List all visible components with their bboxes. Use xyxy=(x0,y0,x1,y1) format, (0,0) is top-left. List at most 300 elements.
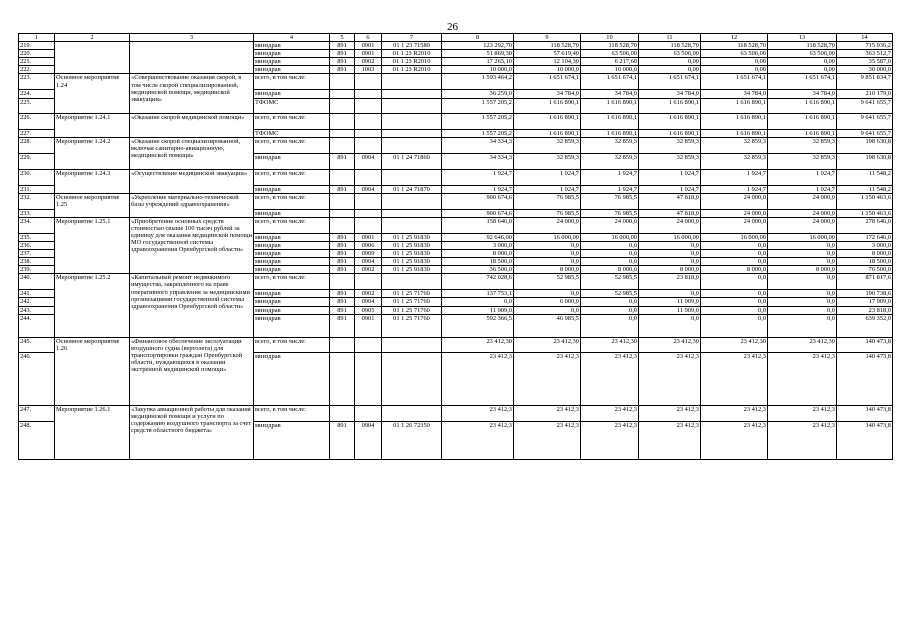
grbs-code: 891 xyxy=(330,421,355,459)
amount-cell: 0,0 xyxy=(768,298,837,306)
amount-cell: 23 412,30 xyxy=(701,337,768,352)
grbs-code: 891 xyxy=(330,298,355,306)
section-code xyxy=(355,209,382,217)
section-code: 0904 xyxy=(355,421,382,459)
amount-cell: 23 412,3 xyxy=(768,352,837,405)
amount-cell: 8 000,0 xyxy=(639,266,701,274)
grbs-code: 891 xyxy=(330,50,355,58)
responsible-executor: минздрав xyxy=(254,298,330,306)
amount-cell: 278 646,0 xyxy=(837,217,893,233)
target-article-code: 01 1 25 91830 xyxy=(382,250,442,258)
responsible-executor: всего, в том числе: xyxy=(254,113,330,129)
event-description: «Капитальный ремонт недвижимого имущества, закрепленного на праве оперативного управления за медицинскими организациями государственной системы здравоохранения Оренбургской области» xyxy=(130,274,254,337)
amount-cell: 158 646,0 xyxy=(442,217,514,233)
responsible-executor: всего, в том числе: xyxy=(254,137,330,153)
amount-cell: 23 412,30 xyxy=(768,337,837,352)
amount-cell: 12 104,30 xyxy=(514,58,581,66)
amount-cell: 23 412,3 xyxy=(768,405,837,421)
amount-cell: 3 000,0 xyxy=(442,241,514,249)
section-code xyxy=(355,169,382,185)
amount-cell: 0,0 xyxy=(442,298,514,306)
amount-cell: 32 859,3 xyxy=(581,153,639,169)
responsible-executor: минздрав xyxy=(254,306,330,314)
grbs-code xyxy=(330,90,355,98)
responsible-executor: минздрав xyxy=(254,352,330,405)
row-number: 225. xyxy=(19,98,55,113)
amount-cell: 1 616 890,1 xyxy=(514,113,581,129)
amount-cell: 23 412,3 xyxy=(639,352,701,405)
amount-cell: 1 150 463,6 xyxy=(837,193,893,209)
grbs-code xyxy=(330,274,355,290)
amount-cell: 1 924,7 xyxy=(442,169,514,185)
amount-cell: 0,0 xyxy=(768,314,837,337)
amount-cell: 140 473,8 xyxy=(837,352,893,405)
amount-cell: 1 924,7 xyxy=(768,185,837,193)
amount-cell: 32 859,3 xyxy=(701,137,768,153)
column-header: 9 xyxy=(514,34,581,42)
amount-cell: 10 000,0 xyxy=(514,66,581,74)
amount-cell: 140 473,8 xyxy=(837,405,893,421)
amount-cell: 23 412,3 xyxy=(442,352,514,405)
grbs-code xyxy=(330,169,355,185)
amount-cell: 1 651 674,1 xyxy=(639,74,701,90)
row-number: 242. xyxy=(19,298,55,306)
amount-cell: 34 334,3 xyxy=(442,153,514,169)
row-number: 232. xyxy=(19,193,55,209)
amount-cell: 16 000,00 xyxy=(639,233,701,241)
section-code xyxy=(355,137,382,153)
grbs-code: 891 xyxy=(330,233,355,241)
target-article-code: 01 1 25 91830 xyxy=(382,258,442,266)
target-article-code: 01 1 25 71760 xyxy=(382,306,442,314)
amount-cell: 32 859,3 xyxy=(514,137,581,153)
row-number: 220. xyxy=(19,50,55,58)
target-article-code xyxy=(382,405,442,421)
amount-cell: 11 909,0 xyxy=(442,306,514,314)
row-number: 222. xyxy=(19,66,55,74)
amount-cell: 0,00 xyxy=(701,66,768,74)
responsible-executor: минздрав xyxy=(254,421,330,459)
grbs-code: 891 xyxy=(330,42,355,50)
event-description: «Финансовое обеспечение эксплуатации воздушного судна (вертолета) для транспортировки граждан Оренбургской области, нуждающихся в оказании экстренной медицинской помощи» xyxy=(130,337,254,405)
row-number: 231. xyxy=(19,185,55,193)
grbs-code xyxy=(330,137,355,153)
target-article-code: 01 1 26 72350 xyxy=(382,421,442,459)
amount-cell: 23 412,30 xyxy=(442,337,514,352)
amount-cell: 32 859,3 xyxy=(581,137,639,153)
amount-cell: 1 616 890,1 xyxy=(581,98,639,113)
grbs-code: 891 xyxy=(330,241,355,249)
amount-cell: 0,0 xyxy=(639,241,701,249)
amount-cell: 0,0 xyxy=(581,241,639,249)
amount-cell: 1 924,7 xyxy=(442,185,514,193)
table-row xyxy=(19,137,893,153)
responsible-executor: всего, в том числе: xyxy=(254,169,330,185)
amount-cell: 32 859,3 xyxy=(639,153,701,169)
page-number: 26 xyxy=(447,21,458,33)
grbs-code xyxy=(330,129,355,137)
grbs-code: 891 xyxy=(330,314,355,337)
amount-cell: 23 412,3 xyxy=(581,352,639,405)
amount-cell: 16 000,00 xyxy=(768,233,837,241)
target-article-code xyxy=(382,98,442,113)
amount-cell: 8 000,0 xyxy=(514,266,581,274)
grbs-code xyxy=(330,209,355,217)
amount-cell: 0,0 xyxy=(581,306,639,314)
amount-cell: 1 651 674,1 xyxy=(701,74,768,90)
amount-cell: 9 641 655,7 xyxy=(837,113,893,129)
grbs-code xyxy=(330,98,355,113)
column-header: 13 xyxy=(768,34,837,42)
column-header: 11 xyxy=(639,34,701,42)
amount-cell: 0,0 xyxy=(514,290,581,298)
amount-cell: 0,0 xyxy=(639,250,701,258)
target-article-code: 01 1 24 71870 xyxy=(382,185,442,193)
amount-cell: 0,0 xyxy=(768,250,837,258)
responsible-executor: минздрав xyxy=(254,42,330,50)
amount-cell: 24 000,0 xyxy=(768,217,837,233)
amount-cell: 23 412,3 xyxy=(442,421,514,459)
amount-cell: 9 641 655,7 xyxy=(837,129,893,137)
section-code xyxy=(355,217,382,233)
target-article-code: 01 1 25 71760 xyxy=(382,290,442,298)
amount-cell: 0,0 xyxy=(581,250,639,258)
row-number: 248. xyxy=(19,421,55,459)
row-number: 238. xyxy=(19,258,55,266)
amount-cell: 24 000,0 xyxy=(701,193,768,209)
grbs-code xyxy=(330,193,355,209)
target-article-code xyxy=(382,169,442,185)
amount-cell: 1 616 890,1 xyxy=(639,113,701,129)
amount-cell: 592 366,5 xyxy=(442,314,514,337)
amount-cell: 742 028,6 xyxy=(442,274,514,290)
amount-cell: 0,0 xyxy=(514,250,581,258)
responsible-executor: всего, в том числе: xyxy=(254,193,330,209)
event-name: Основное мероприятие 1.24 xyxy=(55,74,130,113)
event-name: Мероприятие 1.24.3 xyxy=(55,169,130,193)
section-code: 0906 xyxy=(355,241,382,249)
amount-cell: 1 616 890,1 xyxy=(581,113,639,129)
amount-cell: 23 412,3 xyxy=(701,352,768,405)
amount-cell: 715 936,2 xyxy=(837,42,893,50)
section-code xyxy=(355,98,382,113)
amount-cell: 8 000,0 xyxy=(581,266,639,274)
amount-cell: 63 506,00 xyxy=(768,50,837,58)
target-article-code xyxy=(382,209,442,217)
amount-cell: 0,0 xyxy=(701,298,768,306)
amount-cell: 24 000,0 xyxy=(701,217,768,233)
grbs-code: 891 xyxy=(330,258,355,266)
row-number: 236. xyxy=(19,241,55,249)
grbs-code: 891 xyxy=(330,185,355,193)
amount-cell: 23 412,3 xyxy=(701,421,768,459)
amount-cell: 0,0 xyxy=(514,241,581,249)
amount-cell: 1 616 890,1 xyxy=(514,129,581,137)
section-code: 0901 xyxy=(355,42,382,50)
amount-cell: 23 412,3 xyxy=(442,405,514,421)
event-name xyxy=(55,42,130,74)
section-code: 0904 xyxy=(355,298,382,306)
amount-cell: 0,0 xyxy=(639,290,701,298)
amount-cell: 190 738,6 xyxy=(837,290,893,298)
amount-cell: 1 616 890,1 xyxy=(639,98,701,113)
event-name: Мероприятие 1.24.1 xyxy=(55,113,130,137)
amount-cell: 3 000,0 xyxy=(837,241,893,249)
target-article-code xyxy=(382,217,442,233)
event-name: Основное мероприятие 1.25 xyxy=(55,193,130,217)
amount-cell: 0,0 xyxy=(768,274,837,290)
amount-cell: 24 000,0 xyxy=(768,193,837,209)
amount-cell: 0,0 xyxy=(639,258,701,266)
amount-cell: 1 557 205,2 xyxy=(442,129,514,137)
amount-cell: 8 000,0 xyxy=(701,266,768,274)
grbs-code: 891 xyxy=(330,306,355,314)
row-number: 247. xyxy=(19,405,55,421)
amount-cell: 0,00 xyxy=(639,66,701,74)
amount-cell: 1 924,7 xyxy=(639,169,701,185)
amount-cell: 16 000,00 xyxy=(514,233,581,241)
amount-cell: 639 352,0 xyxy=(837,314,893,337)
column-header: 12 xyxy=(701,34,768,42)
responsible-executor: всего, в том числе: xyxy=(254,74,330,90)
row-number: 224. xyxy=(19,90,55,98)
amount-cell: 118 528,70 xyxy=(514,42,581,50)
target-article-code: 01 1 23 R2010 xyxy=(382,66,442,74)
amount-cell: 0,00 xyxy=(768,58,837,66)
amount-cell: 23 412,3 xyxy=(514,405,581,421)
column-header: 10 xyxy=(581,34,639,42)
row-number: 244. xyxy=(19,314,55,337)
grbs-code: 891 xyxy=(330,66,355,74)
row-number: 221. xyxy=(19,58,55,66)
amount-cell: 63 506,00 xyxy=(701,50,768,58)
amount-cell: 76 985,5 xyxy=(514,193,581,209)
amount-cell: 23 412,3 xyxy=(514,352,581,405)
amount-cell: 0,0 xyxy=(581,314,639,337)
amount-cell: 76 985,5 xyxy=(581,209,639,217)
event-description xyxy=(130,42,254,74)
section-code xyxy=(355,405,382,421)
target-article-code: 01 1 23 R2010 xyxy=(382,58,442,66)
amount-cell: 140 473,8 xyxy=(837,421,893,459)
responsible-executor: минздрав xyxy=(254,266,330,274)
grbs-code: 891 xyxy=(330,266,355,274)
event-description: «Оказание скорой специализированной, включая санитарно-авиационную, медицинской помощи» xyxy=(130,137,254,169)
responsible-executor: минздрав xyxy=(254,209,330,217)
amount-cell: 34 784,0 xyxy=(639,90,701,98)
row-number: 233. xyxy=(19,209,55,217)
event-description: «Закупка авиационной работы для оказания медицинской помощи и услуги по содержанию воздушного транспорта за счет средств областного бюджета» xyxy=(130,405,254,459)
target-article-code xyxy=(382,74,442,90)
amount-cell: 34 784,0 xyxy=(581,90,639,98)
amount-cell: 210 179,0 xyxy=(837,90,893,98)
amount-cell: 8 000,0 xyxy=(442,250,514,258)
amount-cell: 0,0 xyxy=(701,258,768,266)
amount-cell: 36 500,0 xyxy=(442,266,514,274)
amount-cell: 0,0 xyxy=(639,314,701,337)
amount-cell: 0,0 xyxy=(514,258,581,266)
amount-cell: 34 334,3 xyxy=(442,137,514,153)
responsible-executor: ТФОМС xyxy=(254,98,330,113)
amount-cell: 34 784,0 xyxy=(514,90,581,98)
amount-cell: 24 000,0 xyxy=(639,217,701,233)
amount-cell: 24 000,0 xyxy=(768,209,837,217)
amount-cell: 23 412,3 xyxy=(581,421,639,459)
amount-cell: 11 909,0 xyxy=(639,306,701,314)
amount-cell: 23 412,3 xyxy=(581,405,639,421)
amount-cell: 30 000,0 xyxy=(837,66,893,74)
amount-cell: 1 557 205,2 xyxy=(442,98,514,113)
amount-cell: 24 000,0 xyxy=(581,217,639,233)
amount-cell: 1 616 890,1 xyxy=(768,98,837,113)
amount-cell: 1 651 674,1 xyxy=(514,74,581,90)
amount-cell: 1 616 890,1 xyxy=(701,98,768,113)
target-article-code xyxy=(382,129,442,137)
amount-cell: 0,0 xyxy=(768,258,837,266)
section-code: 0909 xyxy=(355,250,382,258)
amount-cell: 18 500,0 xyxy=(837,258,893,266)
grbs-code: 891 xyxy=(330,58,355,66)
amount-cell: 1 616 890,1 xyxy=(581,129,639,137)
amount-cell: 0,0 xyxy=(701,241,768,249)
amount-cell: 32 859,3 xyxy=(768,153,837,169)
row-number: 245. xyxy=(19,337,55,352)
responsible-executor: всего, в том числе: xyxy=(254,217,330,233)
amount-cell: 1 651 674,1 xyxy=(581,74,639,90)
amount-cell: 32 859,3 xyxy=(768,137,837,153)
amount-cell: 1 924,7 xyxy=(639,185,701,193)
column-header: 14 xyxy=(837,34,893,42)
amount-cell: 0,00 xyxy=(701,58,768,66)
table-row xyxy=(19,42,893,50)
table-row xyxy=(19,113,893,129)
grbs-code xyxy=(330,217,355,233)
column-header: 6 xyxy=(355,34,382,42)
amount-cell: 1 924,7 xyxy=(514,169,581,185)
responsible-executor: минздрав xyxy=(254,185,330,193)
amount-cell: 52 985,5 xyxy=(581,274,639,290)
table-row xyxy=(19,193,893,209)
amount-cell: 118 528,70 xyxy=(639,42,701,50)
amount-cell: 118 528,70 xyxy=(768,42,837,50)
amount-cell: 0,0 xyxy=(701,306,768,314)
responsible-executor: всего, в том числе: xyxy=(254,337,330,352)
section-code xyxy=(355,90,382,98)
table-row xyxy=(19,274,893,290)
amount-cell: 1 150 463,6 xyxy=(837,209,893,217)
responsible-executor: минздрав xyxy=(254,250,330,258)
target-article-code: 01 1 24 71860 xyxy=(382,153,442,169)
section-code: 0905 xyxy=(355,306,382,314)
amount-cell: 6 000,0 xyxy=(514,298,581,306)
event-description: «Осуществление медицинской эвакуации» xyxy=(130,169,254,193)
amount-cell: 32 859,3 xyxy=(701,153,768,169)
row-number: 246. xyxy=(19,352,55,405)
amount-cell: 18 500,0 xyxy=(442,258,514,266)
target-article-code xyxy=(382,274,442,290)
table-row xyxy=(19,337,893,352)
amount-cell: 57 619,40 xyxy=(514,50,581,58)
section-code: 0904 xyxy=(355,185,382,193)
amount-cell: 1 616 890,1 xyxy=(639,129,701,137)
amount-cell: 23 412,3 xyxy=(639,405,701,421)
amount-cell: 17 909,0 xyxy=(837,298,893,306)
amount-cell: 35 587,0 xyxy=(837,58,893,66)
column-header: 4 xyxy=(254,34,330,42)
row-number: 223. xyxy=(19,74,55,90)
column-header: 2 xyxy=(55,34,130,42)
grbs-code: 891 xyxy=(330,250,355,258)
event-name: Мероприятие 1.24.2 xyxy=(55,137,130,169)
budget-table xyxy=(18,33,893,460)
amount-cell: 1 924,7 xyxy=(701,185,768,193)
amount-cell: 0,0 xyxy=(701,314,768,337)
amount-cell: 0,0 xyxy=(768,290,837,298)
row-number: 234. xyxy=(19,217,55,233)
amount-cell: 24 000,0 xyxy=(701,209,768,217)
amount-cell: 16 000,00 xyxy=(581,233,639,241)
amount-cell: 1 616 890,1 xyxy=(768,129,837,137)
amount-cell: 1 651 674,1 xyxy=(768,74,837,90)
section-code: 0904 xyxy=(355,258,382,266)
amount-cell: 76 985,5 xyxy=(581,193,639,209)
amount-cell: 1 616 890,1 xyxy=(701,129,768,137)
row-number: 237. xyxy=(19,250,55,258)
row-number: 235. xyxy=(19,233,55,241)
amount-cell: 900 674,6 xyxy=(442,193,514,209)
responsible-executor: минздрав xyxy=(254,50,330,58)
row-number: 241. xyxy=(19,290,55,298)
amount-cell: 9 851 834,7 xyxy=(837,74,893,90)
responsible-executor: всего, в том числе: xyxy=(254,274,330,290)
amount-cell: 363 512,7 xyxy=(837,50,893,58)
amount-cell: 34 784,0 xyxy=(701,90,768,98)
section-code xyxy=(355,337,382,352)
section-code: 0902 xyxy=(355,58,382,66)
grbs-code xyxy=(330,405,355,421)
amount-cell: 1 924,7 xyxy=(768,169,837,185)
amount-cell: 6 217,60 xyxy=(581,58,639,66)
responsible-executor: минздрав xyxy=(254,241,330,249)
target-article-code xyxy=(382,113,442,129)
row-number: 226. xyxy=(19,113,55,129)
amount-cell: 118 528,70 xyxy=(581,42,639,50)
target-article-code: 01 1 23 R2010 xyxy=(382,50,442,58)
section-code: 1003 xyxy=(355,66,382,74)
row-number: 229. xyxy=(19,153,55,169)
amount-cell: 32 859,3 xyxy=(639,137,701,153)
row-number: 228. xyxy=(19,137,55,153)
amount-cell: 32 859,3 xyxy=(514,153,581,169)
amount-cell: 871 817,6 xyxy=(837,274,893,290)
amount-cell: 0,0 xyxy=(768,241,837,249)
amount-cell: 0,0 xyxy=(701,250,768,258)
amount-cell: 17 265,10 xyxy=(442,58,514,66)
event-description: «Оказание скорой медицинской помощи» xyxy=(130,113,254,137)
amount-cell: 76 985,5 xyxy=(514,209,581,217)
section-code: 0901 xyxy=(355,233,382,241)
amount-cell: 1 593 464,2 xyxy=(442,74,514,90)
amount-cell: 0,0 xyxy=(701,274,768,290)
amount-cell: 137 753,1 xyxy=(442,290,514,298)
column-header: 3 xyxy=(130,34,254,42)
amount-cell: 0,0 xyxy=(768,306,837,314)
grbs-code xyxy=(330,74,355,90)
row-number: 227. xyxy=(19,129,55,137)
grbs-code xyxy=(330,352,355,405)
event-description: «Укрепление материально-технической базы учреждений здравоохранения» xyxy=(130,193,254,217)
amount-cell: 8 000,0 xyxy=(768,266,837,274)
